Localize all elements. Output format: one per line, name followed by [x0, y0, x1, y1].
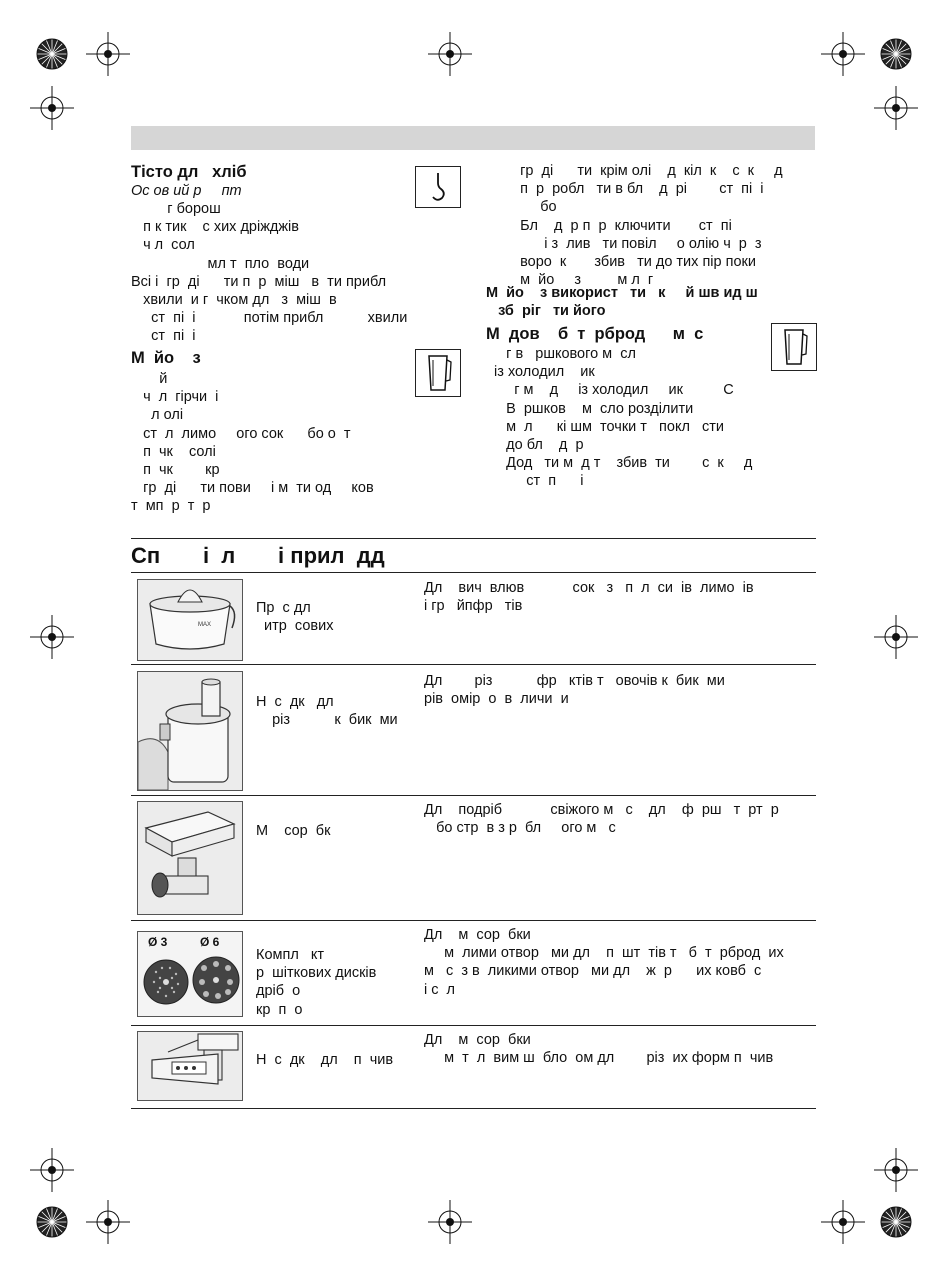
text-line: л олі	[131, 407, 184, 424]
honey-butter-lines	[486, 345, 752, 491]
text-line: г в ршкового м сл	[486, 346, 636, 362]
mayonnaise-title: М йо з	[131, 349, 201, 367]
dicing-attachment-desc: Дл різ фр ктів т овочів к бик ми рів омір о в личи и	[424, 673, 725, 708]
text-line: ч л гірчи і	[131, 389, 219, 406]
text-line: й	[131, 371, 168, 387]
meat-grinder-desc: Дл подріб свіжого м с дл ф рш т рт р бо стр в з р бл ого м с	[424, 802, 779, 837]
blender-jug-icon	[415, 349, 461, 397]
text-line: м йо з м л г	[508, 272, 654, 289]
text-line: п чк кр	[131, 462, 220, 479]
text-line: Дод ти м д т збив ти с к д	[486, 455, 753, 472]
honey-butter-title: М дов б т рброд м с	[486, 325, 704, 343]
text-line: т мп р т р	[131, 498, 211, 515]
citrus-press-name: Пр с дл итр сових	[256, 600, 334, 635]
header-bar	[131, 126, 815, 150]
divider	[131, 572, 816, 573]
perforated-discs-desc: Дл м сор бки м лими отвор ми дл п шт тів т б т рброд их м с з в ликими отвор ми дл ж р их ковб с і с л	[424, 927, 784, 998]
text-line: г м д із холодил ик С	[486, 382, 734, 399]
text-line: гр ді ти крім олі д кіл к с к д	[508, 163, 783, 179]
cookie-attachment-image	[137, 1031, 243, 1101]
text-line: ст пі і	[131, 328, 196, 345]
divider	[131, 1025, 816, 1026]
bread-dough-subtitle: Ос ов ий р пт	[131, 183, 242, 199]
text-line: мл т пло води	[131, 255, 310, 272]
meat-grinder-image	[137, 801, 243, 915]
divider	[131, 795, 816, 796]
text-line: ст л лимо ого сок бо о т	[131, 425, 351, 442]
text-line: гр ді ти пови і м ти од ков	[131, 480, 374, 497]
perforated-discs-name: Компл кт р шіткових дисків дріб о кр п о	[256, 947, 377, 1018]
max-label: MAX	[198, 622, 212, 628]
text-line: бо	[508, 199, 557, 216]
citrus-press-image	[137, 579, 243, 661]
text-line: із холодил ик	[486, 364, 595, 381]
blender-jug-icon-2	[771, 323, 817, 371]
text-line: п к тик с хих дріжджів	[131, 219, 299, 236]
divider	[131, 920, 816, 921]
disk-small-label: Ø 3	[148, 935, 168, 949]
cookie-attachment-name: Н с дк дл п чив	[256, 1052, 394, 1068]
perforated-discs-image	[137, 931, 243, 1017]
disk-large-label: Ø 6	[200, 935, 220, 949]
cookie-attachment-desc: Дл м сор бки м т л вим ш бло ом дл різ их форм п чив	[424, 1032, 774, 1067]
text-line: ч л сол	[131, 237, 195, 254]
text-line: до бл д р	[486, 437, 584, 454]
text-line: п чк солі	[131, 443, 216, 460]
divider	[131, 1108, 816, 1109]
mayonnaise-lines	[131, 370, 374, 516]
dough-hook-icon	[415, 166, 461, 208]
dicing-attachment-image	[137, 671, 243, 791]
text-line: Бл д р п р ключити ст пі	[508, 217, 732, 234]
text-line: г борош	[131, 201, 221, 217]
text-line: і з лив ти повіл о олію ч р з	[508, 235, 762, 252]
meat-grinder-name: М сор бк	[256, 823, 331, 839]
text-line: м л кі шм точки т покл сти	[486, 418, 724, 435]
mayonnaise-note: М йо з використ ти к й шв ид ш	[486, 285, 758, 301]
text-line: ст п і	[486, 473, 584, 490]
dicing-attachment-name: Н с дк дл різ к бик ми	[256, 694, 398, 729]
text-line: хвили и г чком дл з міш в	[131, 292, 337, 309]
text-line: воро к збив ти до тих пір поки	[508, 254, 756, 271]
divider	[131, 664, 816, 665]
text-line: ст пі і потім прибл хвили	[131, 310, 408, 327]
right-column-lines	[508, 162, 783, 289]
mayonnaise-note-2: зб ріг ти його	[486, 303, 606, 319]
bread-dough-lines	[131, 200, 407, 346]
text-line: В ршков м сло розділити	[486, 400, 694, 417]
bread-dough-title: Тісто дл хліб	[131, 163, 247, 181]
citrus-press-desc: Дл вич влюв сок з п л си ів лимо ів і гр йпфр тів	[424, 580, 754, 615]
divider	[131, 538, 816, 539]
text-line: п р робл ти в бл д рі ст пі і	[508, 181, 764, 198]
accessories-title: Сп і л і прил дд	[131, 543, 385, 568]
text-line: Всі і гр ді ти п р міш в ти прибл	[131, 273, 387, 290]
